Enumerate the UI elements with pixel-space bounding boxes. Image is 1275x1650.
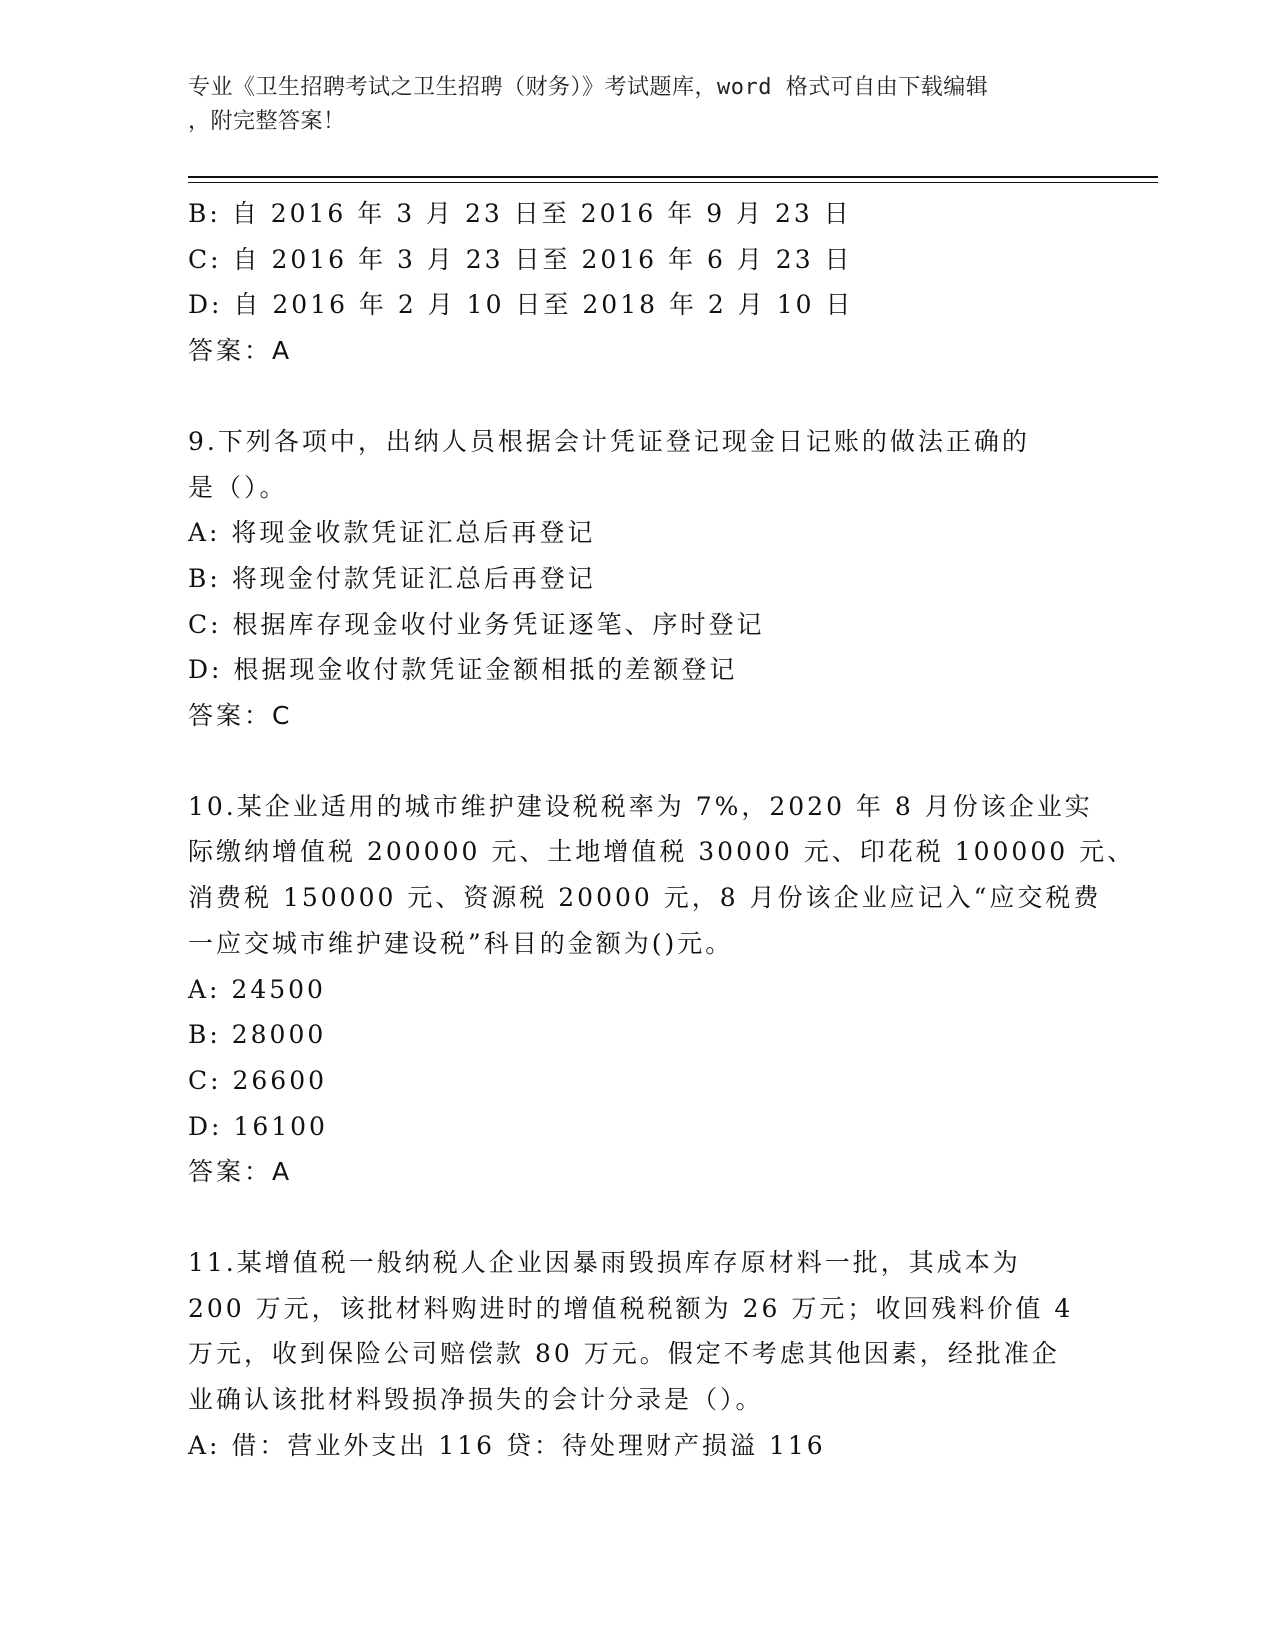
- q8-option-c: C: 自 2016 年 3 月 23 日至 2016 年 6 月 23 日: [188, 244, 853, 274]
- question-8: [188, 191, 1088, 374]
- question-11: [188, 1240, 1088, 1469]
- header-line-1: 专业《卫生招聘考试之卫生招聘（财务）》考试题库，word 格式可自由下载编辑: [188, 75, 989, 100]
- document-header: [188, 71, 1088, 139]
- q11-stem-line-3: 万元，收到保险公司赔偿款 80 万元。假定不考虑其他因素，经批准企: [188, 1339, 1060, 1369]
- q9-answer: 答案：C: [188, 701, 293, 731]
- q9-option-b: B: 将现金付款凭证汇总后再登记: [188, 563, 596, 593]
- q11-stem-line-4: 业确认该批材料毁损净损失的会计分录是（）。: [188, 1385, 764, 1415]
- q8-option-d: D: 自 2016 年 2 月 10 日至 2018 年 2 月 10 日: [188, 290, 854, 320]
- spacer: [188, 739, 1088, 784]
- q10-answer: 答案：A: [188, 1157, 293, 1187]
- header-divider-thick: [188, 176, 1158, 178]
- spacer: [188, 1195, 1088, 1240]
- q10-stem-line-1: 10.某企业适用的城市维护建设税税率为 7%，2020 年 8 月份该企业实: [188, 791, 1093, 821]
- q9-stem-line-2: 是（）。: [188, 472, 288, 502]
- q8-answer: 答案：A: [188, 336, 293, 366]
- q10-option-b: B: 28000: [188, 1020, 327, 1050]
- header-line-2: ，附完整答案！: [188, 109, 346, 134]
- q10-option-a: A: 24500: [188, 974, 326, 1004]
- q10-stem-line-4: 一应交城市维护建设税”科目的金额为()元。: [188, 928, 734, 958]
- q10-stem-line-2: 际缴纳增值税 200000 元、土地增值税 30000 元、印花税 100000 元、: [188, 837, 1136, 867]
- header-divider-thin: [188, 182, 1158, 183]
- q9-option-a: A: 将现金收款凭证汇总后再登记: [188, 518, 596, 548]
- question-content: [188, 191, 1136, 1469]
- q11-stem-line-2: 200 万元，该批材料购进时的增值税税额为 26 万元；收回残料价值 4: [188, 1293, 1074, 1323]
- q8-option-b: B: 自 2016 年 3 月 23 日至 2016 年 9 月 23 日: [188, 199, 852, 228]
- q9-option-d: D: 根据现金收付款凭证金额相抵的差额登记: [188, 655, 738, 685]
- q11-option-a: A: 借：营业外支出 116 贷：待处理财产损溢 116: [188, 1430, 826, 1460]
- q10-option-d: D: 16100: [188, 1111, 328, 1141]
- q10-option-c: C: 26600: [188, 1065, 328, 1095]
- q11-stem-line-1: 11.某增值税一般纳税人企业因暴雨毁损库存原材料一批，其成本为: [188, 1248, 1021, 1278]
- question-9: [188, 419, 1088, 739]
- q10-stem-line-3: 消费税 150000 元、资源税 20000 元，8 月份该企业应记入“应交税费: [188, 883, 1102, 913]
- spacer: [188, 374, 1088, 419]
- q9-option-c: C: 根据库存现金收付业务凭证逐笔、序时登记: [188, 609, 765, 639]
- q9-stem-line-1: 9.下列各项中，出纳人员根据会计凭证登记现金日记账的做法正确的: [188, 426, 1030, 456]
- question-10: [188, 784, 1136, 1195]
